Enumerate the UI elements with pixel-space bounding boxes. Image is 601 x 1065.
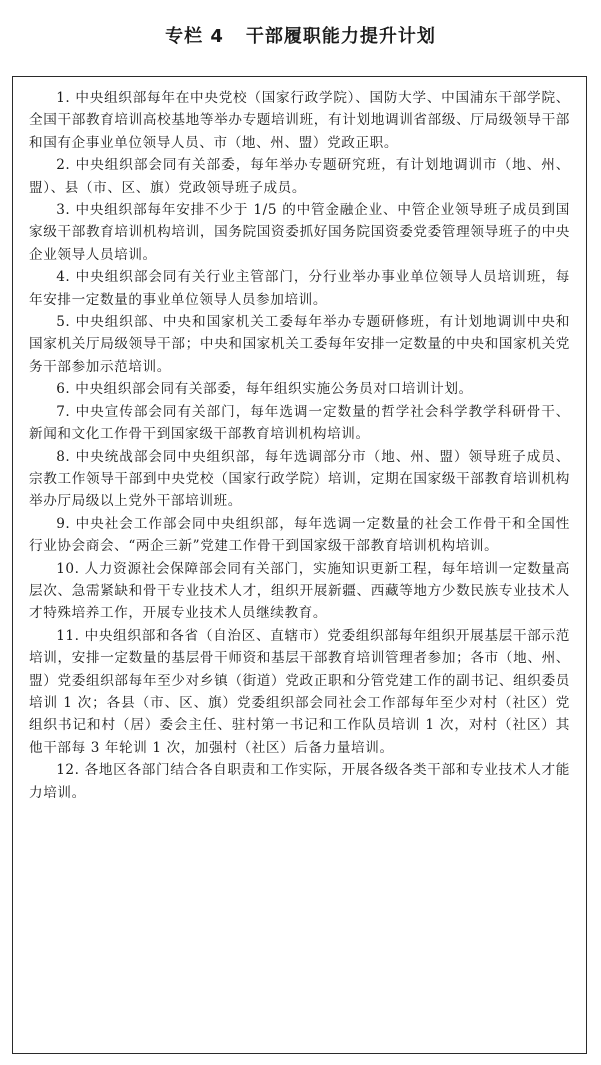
list-item-3: 3. 中央组织部每年安排不少于 1/5 的中管金融企业、中管企业领导班子成员到国家级干部教育培训机构培训，国务院国资委抓好国务院国资委党委管理领导班子的中央企业领导人员培训。 xyxy=(29,202,570,263)
list-item-11: 11. 中央组织部和各省（自治区、直辖市）党委组织部每年组织开展基层干部示范培训，安排一定数量的基层骨干师资和基层干部教育培训管理者参加；各市（地、州、盟）党委组织部每年至少对乡镇（街道）党政正职和分管党建工作的副书记、组织委员培训 1 次；各县（市、区、旗）党委组织部会同社会工作部每年至少对村（社区）党组织书记和村（居）委会主任、驻村第一书记和工作队员培训 1 次，对村（社区）其他干部每 3 年轮训 1 次，加强村（社区）后备力量培训。 xyxy=(29,627,570,756)
column-title: 干部履职能力提升计划 xyxy=(245,26,436,47)
list-item-12: 12. 各地区各部门结合各自职责和工作实际，开展各级各类干部和专业技术人才能力培训。 xyxy=(29,762,570,801)
list-item-7: 7. 中央宣传部会同有关部门，每年选调一定数量的哲学社会科学教学科研骨干、新闻和文化工作骨干到国家级干部教育培训机构培训。 xyxy=(29,403,570,443)
list-item-5: 5. 中央组织部、中央和国家机关工委每年举办专题研修班，有计划地调训中央和国家机关厅局级领导干部；中央和国家机关工委每年安排一定数量的中央和国家机关党务干部参加示范培训。 xyxy=(29,314,570,375)
page-title xyxy=(0,22,601,48)
content-box xyxy=(12,76,587,1054)
list-item-8: 8. 中央统战部会同中央组织部，每年选调部分市（地、州、盟）领导班子成员、宗教工作领导干部到中央党校（国家行政学院）培训，定期在国家级干部教育培训机构举办厅局级以上党外干部培训班。 xyxy=(29,448,570,510)
list-item-2: 2. 中央组织部会同有关部委，每年举办专题研究班，有计划地调训市（地、州、盟）、县（市、区、旗）党政领导班子成员。 xyxy=(29,157,570,196)
list-item-4: 4. 中央组织部会同有关行业主管部门，分行业举办事业单位领导人员培训班，每年安排一定数量的事业单位领导人员参加培训。 xyxy=(29,269,570,308)
list-item-6: 6. 中央组织部会同有关部委，每年组织实施公务员对口培训计划。 xyxy=(56,381,473,398)
list-item-1: 1. 中央组织部每年在中央党校（国家行政学院）、国防大学、中国浦东干部学院、全国干部教育培训高校基地等举办专题培训班，有计划地调训省部级、厅局级领导干部和国有企事业单位领导人员、市（地、州、盟）党政正职。 xyxy=(29,90,570,151)
list-item-10: 10. 人力资源社会保障部会同有关部门，实施知识更新工程，每年培训一定数量高层次、急需紧缺和骨干专业技术人才，组织开展新疆、西藏等地方少数民族专业技术人才特殊培养工作，开展专业技术人员继续教育。 xyxy=(29,560,570,622)
column-tag: 专栏 4 xyxy=(165,26,224,47)
list-item-9: 9. 中央社会工作部会同中央组织部，每年选调一定数量的社会工作骨干和全国性行业协会商会、“两企三新”党建工作骨干到国家级干部教育培训机构培训。 xyxy=(29,515,570,555)
